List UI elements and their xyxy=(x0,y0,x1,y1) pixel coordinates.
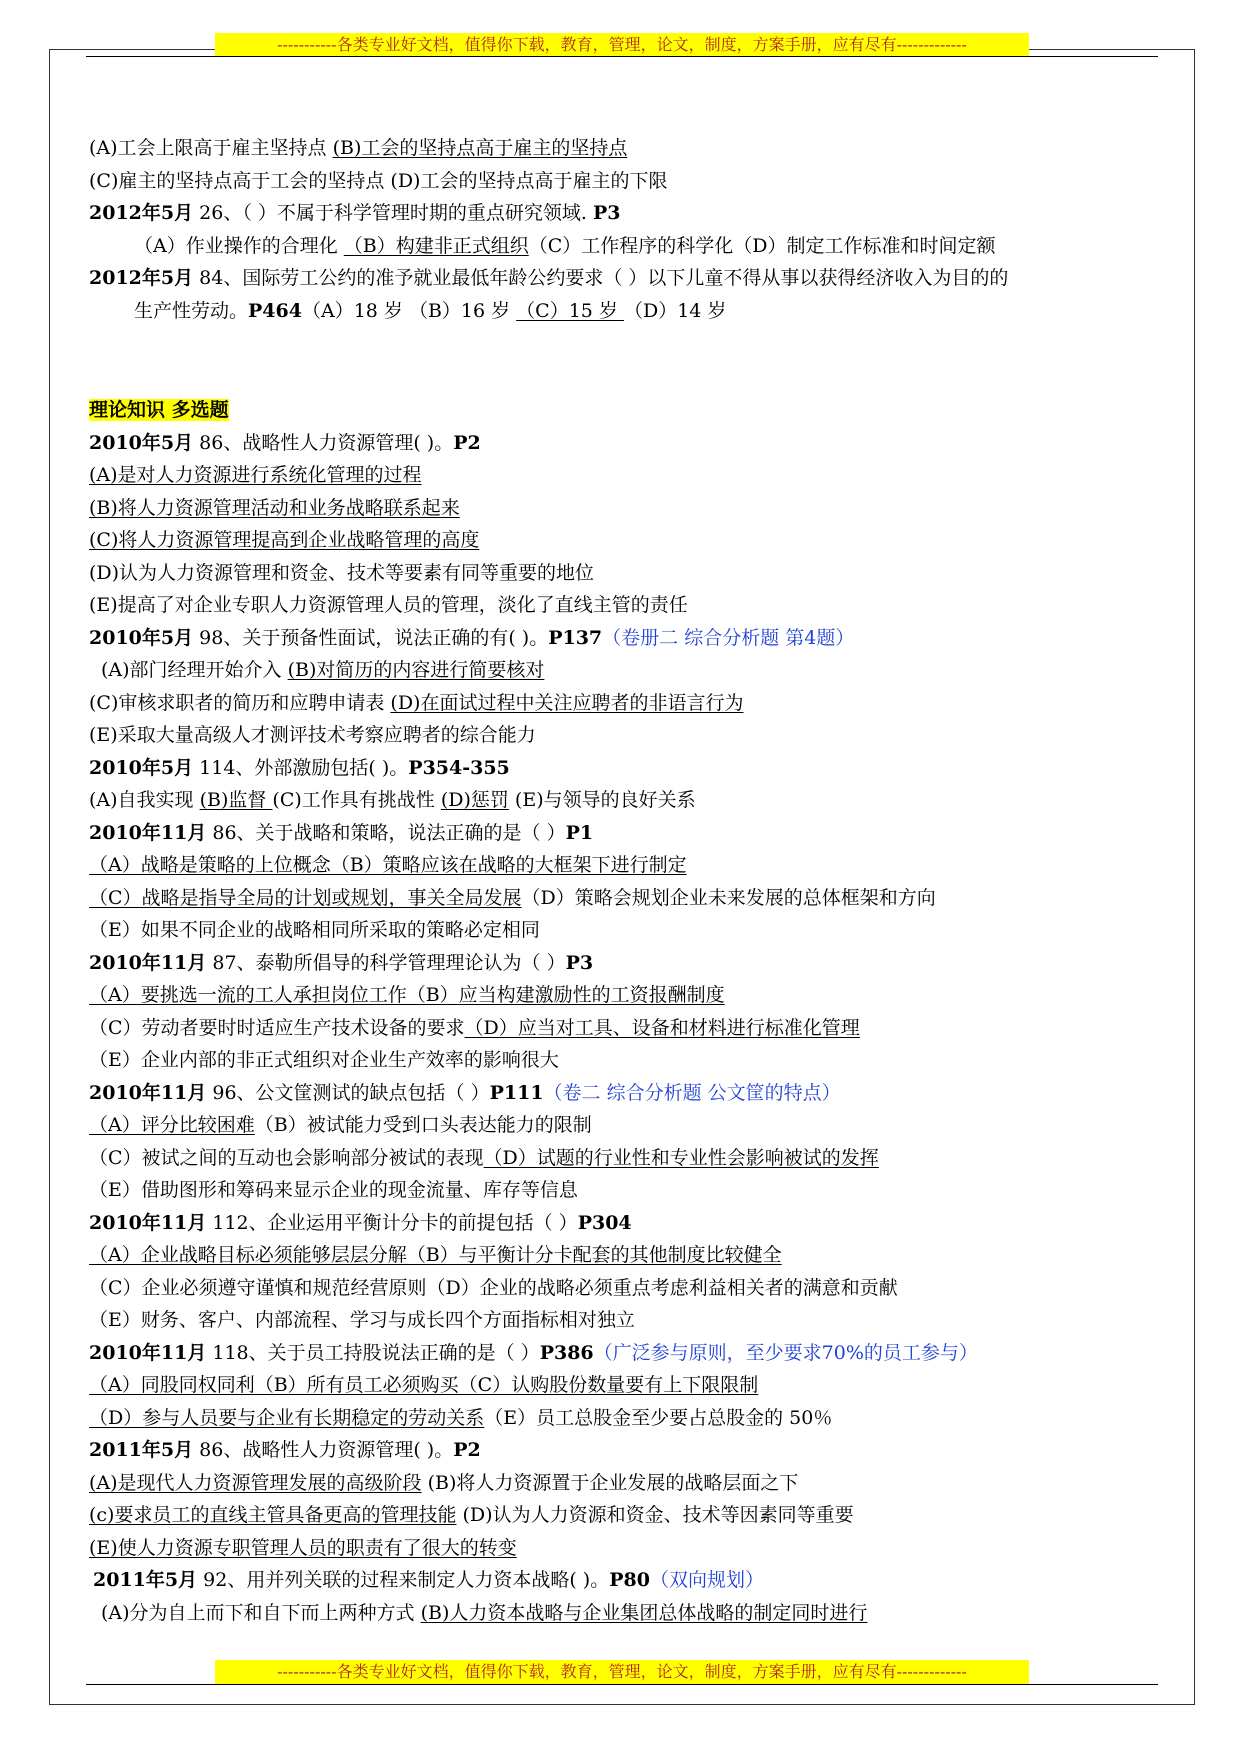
option-b: (B)将人力资源置于企业发展的战略层面之下 xyxy=(421,1471,799,1494)
question-option-line xyxy=(89,719,1159,752)
question-option-line xyxy=(89,1109,1159,1142)
page-reference: P304 xyxy=(577,1211,632,1234)
question-option-line xyxy=(89,882,1159,915)
question-text: 118、关于员工持股说法正确的是（ ） xyxy=(206,1341,540,1364)
question-option-line xyxy=(89,492,1159,525)
question-text: 87、泰勒所倡导的科学管理理论认为（ ） xyxy=(206,951,566,974)
option-b-answer: （B）构建非正式组织 xyxy=(343,234,529,257)
question-option-line xyxy=(89,1044,1159,1077)
question-option-line xyxy=(89,165,1159,198)
option-e-answer: (E)使人力资源专职管理人员的职责有了很大的转变 xyxy=(89,1536,517,1559)
question-text: 86、战略性人力资源管理( )。 xyxy=(193,1439,454,1461)
option-c-answer: (C)将人力资源管理提高到企业战略管理的高度 xyxy=(89,529,480,551)
question-line xyxy=(89,817,1159,850)
header-banner: -----------各类专业好文档，值得你下载，教育，管理，论文，制度，方案手册，应有尽有------------- xyxy=(215,33,1029,57)
question-text: 86、关于战略和策略，说法正确的是（ ） xyxy=(206,821,566,844)
question-note: （广泛参与原则，至少要求70%的员工参与） xyxy=(593,1341,978,1364)
question-option-line xyxy=(89,1467,1159,1500)
option-e: （E）员工总股金至少要占总股金的 50％ xyxy=(484,1406,833,1429)
question-line xyxy=(89,427,1159,460)
question-date: 2011年5月 xyxy=(93,1569,198,1591)
option-d-answer: （D）试题的行业性和专业性会影响被试的发挥 xyxy=(483,1146,879,1169)
question-option-line xyxy=(89,687,1159,720)
option-a: (A)工会上限高于雇主坚持点 xyxy=(89,137,333,159)
question-line xyxy=(89,622,1159,655)
question-option-line xyxy=(89,1304,1159,1337)
option-a: （A）作业操作的合理化 xyxy=(134,234,344,257)
page-reference: P3 xyxy=(565,951,594,974)
option-a: (A)自我实现 xyxy=(89,789,200,811)
question-option-line xyxy=(89,654,1159,687)
page-reference: P2 xyxy=(453,1439,481,1461)
footer-rule xyxy=(86,1684,1158,1685)
option-d-answer: (D)在面试过程中关注应聘者的非语言行为 xyxy=(390,691,744,714)
question-option-line xyxy=(89,557,1159,590)
question-line xyxy=(89,1077,1159,1110)
question-option-line xyxy=(89,784,1159,817)
question-option-line xyxy=(89,132,1159,165)
option-e: （E）企业内部的非正式组织对企业生产效率的影响很大 xyxy=(89,1049,559,1071)
option-d: （D）14 岁 xyxy=(623,299,727,322)
question-continuation-line xyxy=(89,295,1159,328)
question-option-line xyxy=(89,849,1159,882)
question-text: 26、（ ）不属于科学管理时期的重点研究领域. xyxy=(193,202,593,224)
question-option-line xyxy=(89,1272,1159,1305)
option-c: （C）劳动者要时时适应生产技术设备的要求 xyxy=(89,1016,465,1039)
question-line xyxy=(89,1207,1159,1240)
question-date: 2010年11月 xyxy=(89,1081,207,1104)
question-line xyxy=(89,1434,1159,1467)
option-d-answer: (D)惩罚 xyxy=(440,789,509,811)
option-a: (A)分为自上而下和自下而上两种方式 xyxy=(101,1601,421,1624)
option-d-answer: （D）参与人员要与企业有长期稳定的劳动关系 xyxy=(89,1406,485,1429)
question-option-line xyxy=(89,914,1159,947)
spacer xyxy=(89,327,1159,394)
option-ab-answer: （A）企业战略目标必须能够层层分解（B）与平衡计分卡配套的其他制度比较健全 xyxy=(89,1244,782,1266)
option-e: (E)采取大量高级人才测评技术考察应聘者的综合能力 xyxy=(89,724,536,746)
option-c: (C)工作具有挑战性 xyxy=(272,789,441,811)
question-note: （卷二 综合分析题 公文筐的特点） xyxy=(543,1081,841,1104)
option-a-answer: （A）评分比较困难 xyxy=(89,1114,255,1136)
section-title: 理论知识 多选题 xyxy=(89,399,229,421)
option-e: （E）如果不同企业的战略相同所采取的策略必定相同 xyxy=(89,919,540,941)
question-line xyxy=(89,1337,1159,1370)
question-text: 84、国际劳工公约的准予就业最低年龄公约要求（ ）以下儿童不得从事以获得经济收入为目的的 xyxy=(193,267,1009,289)
option-ab-answer: （A）战略是策略的上位概念（B）策略应该在战略的大框架下进行制定 xyxy=(89,854,687,876)
question-note: （双向规划） xyxy=(649,1569,764,1591)
option-cd: （C）工作程序的科学化（D）制定工作标准和时间定额 xyxy=(528,234,996,257)
option-e: （E）借助图形和筹码来显示企业的现金流量、库存等信息 xyxy=(89,1179,578,1201)
page-reference: P2 xyxy=(453,431,481,454)
option-d-answer: （D）应当对工具、设备和材料进行标准化管理 xyxy=(464,1016,860,1039)
option-d: (D)认为人力资源和资金、技术等因素同等重要 xyxy=(456,1504,854,1526)
page-reference: P137 xyxy=(548,626,603,649)
page-reference: P464 xyxy=(248,299,302,322)
option-abc-answer: （A）同股同权同利（B）所有员工必须购买（C）认购股份数量要有上下限限制 xyxy=(89,1374,759,1396)
question-text: 98、关于预备性面试，说法正确的有( )。 xyxy=(193,626,549,649)
option-a-answer: (A)是现代人力资源管理发展的高级阶段 xyxy=(89,1471,422,1494)
option-a-answer: (A)是对人力资源进行系统化管理的过程 xyxy=(89,464,422,486)
page-reference: P354-355 xyxy=(408,756,510,779)
option-b-answer: (B)对简历的内容进行简要核对 xyxy=(287,659,545,681)
option-d: (D)工会的坚持点高于雇主的下限 xyxy=(390,169,668,192)
question-date: 2011年5月 xyxy=(89,1439,194,1461)
option-b-answer: (B)将人力资源管理活动和业务战略联系起来 xyxy=(89,496,460,519)
question-text: 86、战略性人力资源管理( )。 xyxy=(193,431,454,454)
question-option-line xyxy=(89,1142,1159,1175)
question-option-line xyxy=(89,1012,1159,1045)
option-e: (E)提高了对企业专职人力资源管理人员的管理，淡化了直线主管的责任 xyxy=(89,594,688,616)
option-b-answer: (B)工会的坚持点高于雇主的坚持点 xyxy=(332,137,628,159)
question-option-line xyxy=(89,459,1159,492)
question-option-line xyxy=(89,1532,1159,1565)
option-e: （E）财务、客户、内部流程、学习与成长四个方面指标相对独立 xyxy=(89,1309,635,1331)
option-b: （B）被试能力受到口头表达能力的限制 xyxy=(254,1114,592,1136)
option-b-answer: (B)人力资本战略与企业集团总体战略的制定同时进行 xyxy=(420,1601,868,1624)
question-option-line xyxy=(89,524,1159,557)
header-rule xyxy=(86,56,1158,57)
question-option-line xyxy=(89,1402,1159,1435)
question-option-line xyxy=(89,1174,1159,1207)
document-body xyxy=(89,132,1159,1629)
question-option-line xyxy=(89,1597,1159,1630)
question-date: 2010年5月 xyxy=(89,431,194,454)
page-reference: P80 xyxy=(609,1569,650,1591)
question-option-line xyxy=(89,230,1159,263)
option-d: (D)认为人力资源管理和资金、技术等要素有同等重要的地位 xyxy=(89,561,595,584)
question-note: （卷册二 综合分析题 第4题） xyxy=(602,626,855,649)
question-date: 2012年5月 xyxy=(89,202,194,224)
option-cd: （C）企业必须遵守谨慎和规范经营原则（D）企业的战略必须重点考虑利益相关者的满意和贡献 xyxy=(89,1276,898,1299)
option-a: (A)部门经理开始介入 xyxy=(101,659,288,681)
option-c-answer: （C）战略是指导全局的计划或规划，事关全局发展 xyxy=(89,886,522,909)
question-text: 92、用并列关联的过程来制定人力资本战略( )。 xyxy=(197,1569,610,1591)
question-line xyxy=(89,197,1159,230)
option-ab-answer: （A）要挑选一流的工人承担岗位工作（B）应当构建激励性的工资报酬制度 xyxy=(89,984,725,1006)
option-c: (C)审核求职者的简历和应聘申请表 xyxy=(89,691,391,714)
question-date: 2010年5月 xyxy=(89,756,194,779)
option-e: (E)与领导的良好关系 xyxy=(508,789,696,811)
question-date: 2012年5月 xyxy=(89,267,194,289)
question-option-line xyxy=(89,1369,1159,1402)
question-date: 2010年11月 xyxy=(89,1341,207,1364)
footer-banner: -----------各类专业好文档，值得你下载，教育，管理，论文，制度，方案手册，应有尽有------------- xyxy=(215,1660,1029,1684)
question-date: 2010年11月 xyxy=(89,821,207,844)
question-line xyxy=(89,1564,1159,1597)
question-text: 96、公文筐测试的缺点包括（ ） xyxy=(206,1081,490,1104)
option-c-answer: (c)要求员工的直线主管具备更高的管理技能 xyxy=(89,1504,457,1526)
question-text: 112、企业运用平衡计分卡的前提包括（ ） xyxy=(206,1211,578,1234)
question-line xyxy=(89,947,1159,980)
question-option-line xyxy=(89,979,1159,1012)
page-reference: P111 xyxy=(489,1081,544,1104)
section-title-line xyxy=(89,394,1159,427)
question-date: 2010年11月 xyxy=(89,951,207,974)
option-b-answer: (B)监督 xyxy=(199,789,273,811)
page-reference: P3 xyxy=(592,202,621,224)
question-text: 114、外部激励包括( )。 xyxy=(193,756,409,779)
question-option-line xyxy=(89,589,1159,622)
option-c: (C)雇主的坚持点高于工会的坚持点 xyxy=(89,169,391,192)
question-line xyxy=(89,262,1159,295)
question-line xyxy=(89,752,1159,785)
page-reference: P1 xyxy=(565,821,594,844)
question-option-line xyxy=(89,1499,1159,1532)
option-c-answer: （C）15 岁 xyxy=(516,299,624,322)
option-c: （C）被试之间的互动也会影响部分被试的表现 xyxy=(89,1146,484,1169)
question-date: 2010年11月 xyxy=(89,1211,207,1234)
page-reference: P386 xyxy=(539,1341,594,1364)
option-ab: （A）18 岁 （B）16 岁 xyxy=(301,299,517,322)
option-d: （D）策略会规划企业未来发展的总体框架和方向 xyxy=(521,886,936,909)
question-date: 2010年5月 xyxy=(89,626,194,649)
question-option-line xyxy=(89,1239,1159,1272)
question-text: 生产性劳动。 xyxy=(134,299,249,322)
